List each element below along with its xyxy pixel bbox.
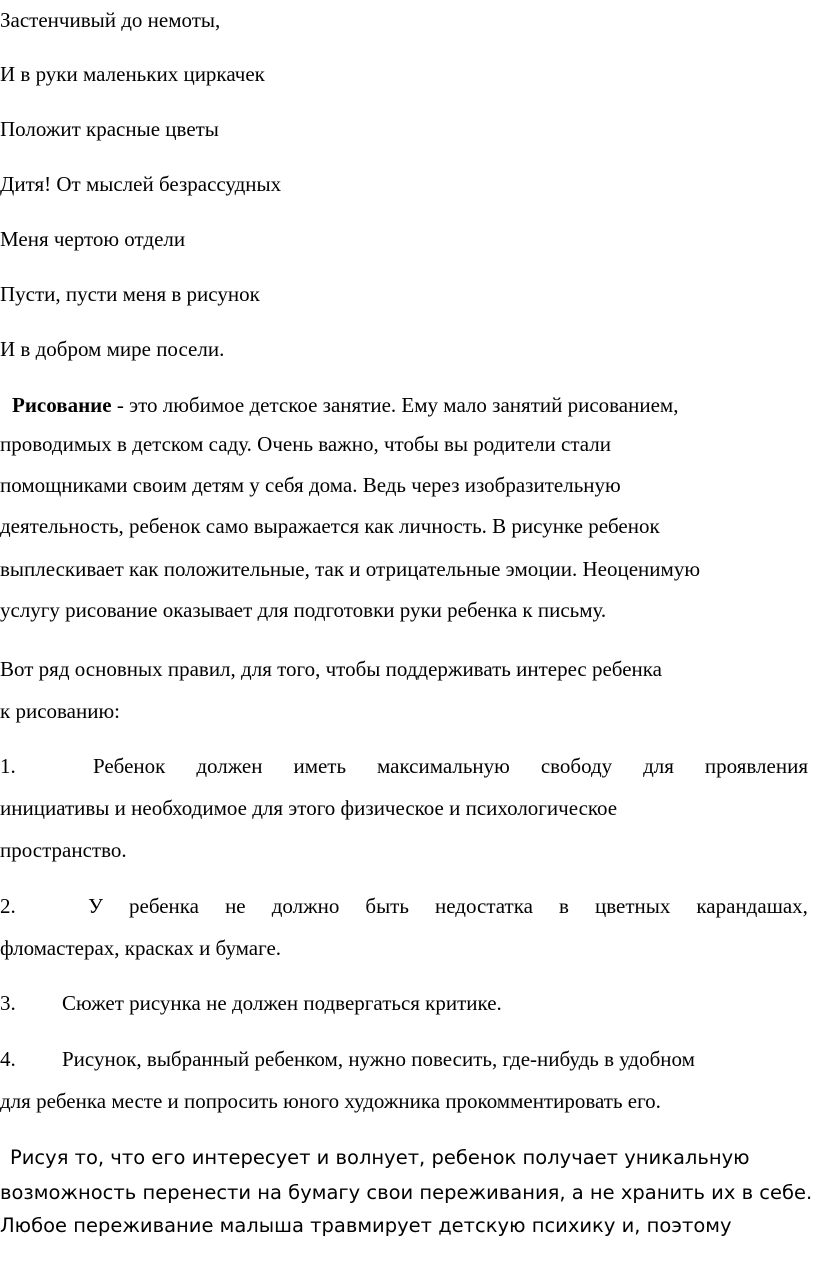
- intro-paragraph-line: помощниками своим детям у себя дома. Ведь через изобразительную: [0, 473, 621, 497]
- rule-word: должно: [271, 894, 340, 918]
- poem-line: И в добром мире посели.: [0, 337, 225, 361]
- rule-2-first-line: [0, 893, 808, 919]
- rule-word: не: [225, 894, 246, 918]
- rule-number: 1.: [0, 754, 16, 778]
- rules-intro-line: к рисованию:: [0, 699, 120, 723]
- intro-line-rest: - это любимое детское занятие. Ему мало занятий рисованием,: [111, 393, 679, 417]
- poem-line: Положит красные цветы: [0, 117, 219, 141]
- rule-text: Сюжет рисунка не должен подвергаться критике.: [62, 991, 502, 1015]
- closing-paragraph-line: возможность перенести на бумагу свои переживания, а не хранить их в себе.: [0, 1181, 813, 1204]
- rule-text: Рисунок, выбранный ребенком, нужно повесить, где-нибудь в удобном: [62, 1047, 695, 1071]
- rule-number: 4.: [0, 1047, 16, 1071]
- rule-word: в: [558, 894, 569, 918]
- rule-word: максимальную: [377, 754, 510, 778]
- rule-word: цветных: [594, 894, 671, 918]
- poem-line: Дитя! От мыслей безрассудных: [0, 172, 282, 196]
- rule-word: недостатка: [435, 894, 533, 918]
- rule-word: для: [643, 754, 674, 778]
- intro-paragraph-line: проводимых в детском саду. Очень важно, чтобы вы родители стали: [0, 432, 612, 456]
- rule-line: фломастерах, красках и бумаге.: [0, 936, 282, 960]
- rule-1-first-line: [0, 753, 808, 779]
- rule-word: иметь: [293, 754, 347, 778]
- poem-line: Застенчивый до немоты,: [0, 8, 221, 32]
- closing-paragraph-line: Рисуя то, что его интересует и волнует, ребенок получает уникальную: [10, 1146, 750, 1169]
- rule-number: 3.: [0, 991, 16, 1015]
- rule-word: должен: [196, 754, 263, 778]
- poem-line: Меня чертою отдели: [0, 227, 186, 251]
- intro-paragraph-line: [12, 392, 678, 418]
- intro-paragraph-line: деятельность, ребенок само выражается как личность. В рисунке ребенок: [0, 514, 660, 538]
- closing-paragraph-line: Любое переживание малыша травмирует детскую психику и, поэтому: [0, 1214, 732, 1237]
- rule-3-line: [0, 990, 502, 1016]
- rule-4-first-line: [0, 1046, 695, 1072]
- poem-line: Пусти, пусти меня в рисунок: [0, 282, 260, 306]
- rule-number: 2.: [0, 894, 16, 918]
- rule-word: быть: [365, 894, 409, 918]
- rule-line: пространство.: [0, 838, 127, 862]
- intro-bold-word: Рисование: [12, 393, 112, 417]
- intro-paragraph-line: услугу рисование оказывает для подготовки руки ребенка к письму.: [0, 598, 607, 622]
- poem-line: И в руки маленьких циркачек: [0, 62, 265, 86]
- rules-intro-line: Вот ряд основных правил, для того, чтобы поддерживать интерес ребенка: [0, 657, 662, 681]
- intro-paragraph-line: выплескивает как положительные, так и отрицательные эмоции. Неоценимую: [0, 557, 701, 581]
- rule-line: инициативы и необходимое для этого физическое и психологическое: [0, 796, 618, 820]
- rule-word: Ребенок: [92, 754, 166, 778]
- rule-word: карандашах,: [696, 894, 808, 918]
- rule-word: ребенка: [129, 894, 199, 918]
- rule-word: свободу: [540, 754, 613, 778]
- rule-word: проявления: [704, 754, 808, 778]
- rule-word: У: [88, 894, 103, 918]
- rule-line: для ребенка месте и попросить юного художника прокомментировать его.: [0, 1089, 661, 1113]
